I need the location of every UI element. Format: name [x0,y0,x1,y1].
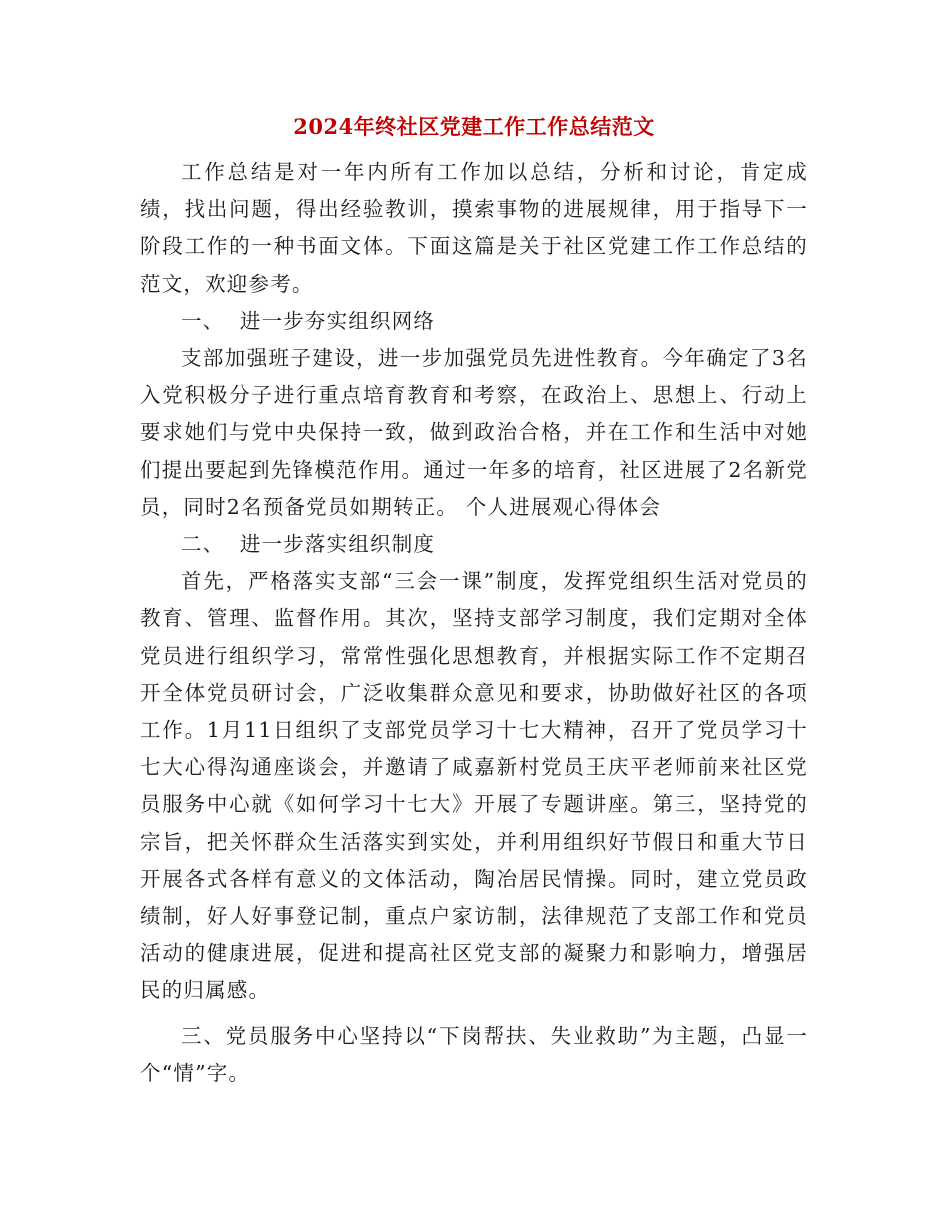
intro-paragraph: 工作总结是对一年内所有工作加以总结，分析和讨论，肯定成绩，找出问题，得出经验教训，摸索事物的进展规律，用于指导下一阶段工作的一种书面文体。下面这篇是关于社区党建工作工作总结的范文，欢迎参考。 [140,160,808,296]
section-1-heading: 一、 进一步夯实组织网络 [181,308,436,333]
document-page [140,112,808,1092]
section-3-paragraph: 三、党员服务中心坚持以“下岗帮扶、失业救助”为主题，凸显一个“情”字。 [140,1023,808,1085]
section-1-paragraph: 支部加强班子建设，进一步加强党员先进性教育。今年确定了3名入党积极分子进行重点培育教育和考察，在政治上、思想上、行动上要求她们与党中央保持一致，做到政治合格，并在工作和生活中对她们提出要起到先锋模范作用。通过一年多的培育，社区进展了2名新党员，同时2名预备党员如期转正。 个人进展观心得体会 [140,346,808,519]
section-2-paragraph: 首先，严格落实支部“三会一课”制度，发挥党组织生活对党员的教育、管理、监督作用。其次，坚持支部学习制度，我们定期对全体党员进行组织学习，常常性强化思想教育，并根据实际工作不定期召开全体党员研讨会，广泛收集群众意见和要求，协助做好社区的各项工作。1月11日组织了支部党员学习十七大精神，召开了党员学习十七大心得沟通座谈会，并邀请了咸嘉新村党员王庆平老师前来社区党员服务中心就《如何学习十七大》开展了专题讲座。第三，坚持党的宗旨，把关怀群众生活落实到实处，并利用组织好节假日和重大节日开展各式各样有意义的文体活动，陶冶居民情操。同时，建立党员政绩制，好人好事登记制，重点户家访制，法律规范了支部工作和党员活动的健康进展，促进和提高社区党支部的凝聚力和影响力，增强居民的归属感。 [140,569,808,1003]
section-2-heading: 二、 进一步落实组织制度 [181,532,436,557]
document-title: 2024年终社区党建工作工作总结范文 [293,114,655,139]
